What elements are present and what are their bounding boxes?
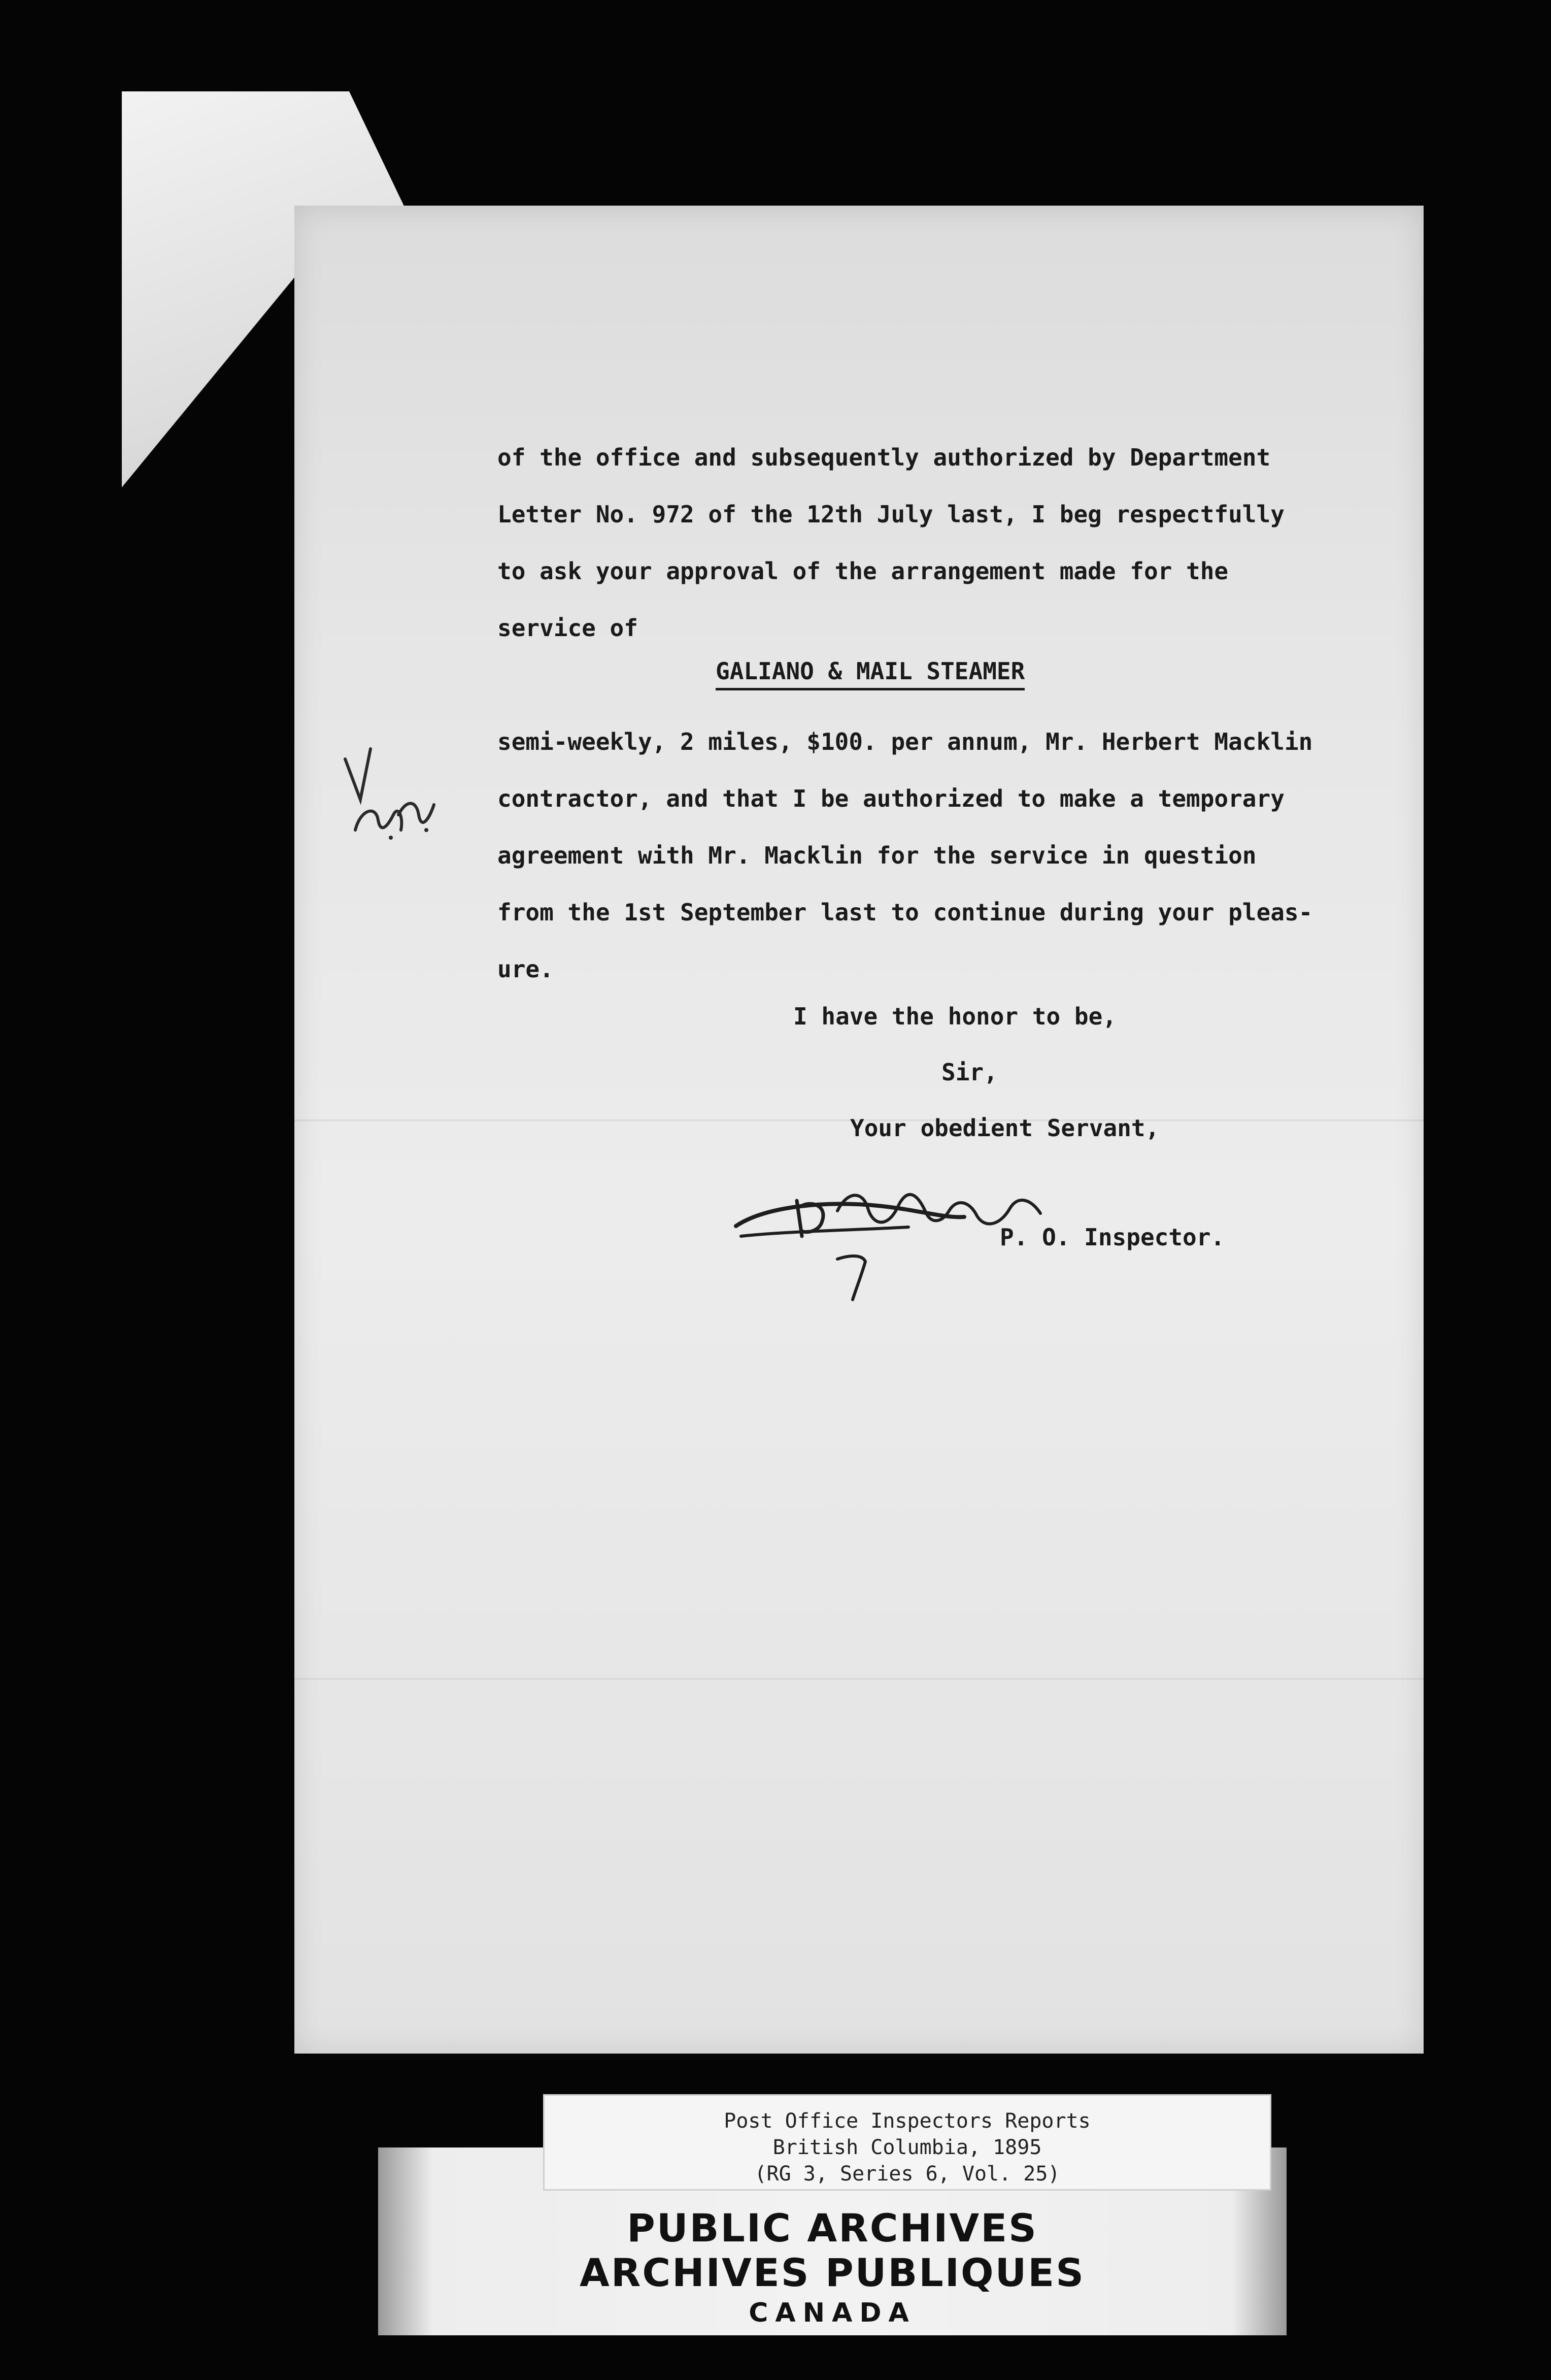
letter-line: from the 1st September last to continue during your pleas- (497, 899, 1313, 926)
archive-label-line: (RG 3, Series 6, Vol. 25) (754, 2162, 1060, 2186)
archives-line-fr: ARCHIVES PUBLIQUES (580, 2250, 1085, 2295)
letter-line: of the office and subsequently authorized by Department (497, 444, 1271, 471)
closing-honor: I have the honor to be, (793, 1003, 1117, 1030)
letter-line: service of (497, 614, 638, 642)
letter-line: semi-weekly, 2 miles, $100. per annum, Mr. Herbert Macklin (497, 728, 1313, 755)
margin-initials (340, 744, 442, 876)
closing-servant: Your obedient Servant, (850, 1114, 1160, 1142)
archives-country: CANADA (749, 2298, 916, 2328)
letter-body-bottom (497, 713, 1421, 998)
letter-line: agreement with Mr. Macklin for the service in question (497, 842, 1257, 869)
letter-line: contractor, and that I be authorized to make a temporary (497, 785, 1285, 812)
signatory-title: P. O. Inspector. (1000, 1224, 1225, 1251)
route-heading: GALIANO & MAIL STEAMER (716, 657, 1025, 690)
archive-label-line: British Columbia, 1895 (772, 2136, 1042, 2159)
letter-line: ure. (497, 955, 554, 983)
letter-line: Letter No. 972 of the 12th July last, I beg respectfully (497, 501, 1285, 528)
archives-stamp (378, 2206, 1287, 2331)
letter-line: to ask your approval of the arrangement made for the (497, 557, 1229, 585)
letter-sheet (294, 206, 1424, 2054)
letter-body-top (497, 429, 1421, 656)
archive-label (543, 2094, 1271, 2191)
archive-label-line: Post Office Inspectors Reports (724, 2109, 1091, 2133)
closing-salutation: Sir, (941, 1059, 998, 1086)
archives-line-en: PUBLIC ARCHIVES (627, 2205, 1038, 2251)
archive-label-text (545, 2108, 1270, 2187)
